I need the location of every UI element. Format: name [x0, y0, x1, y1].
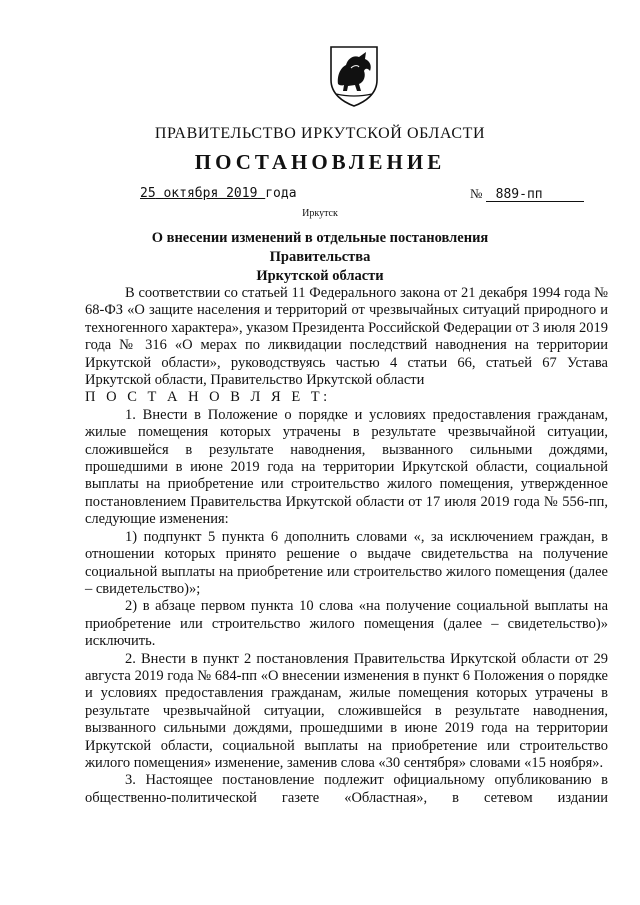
- preamble-paragraph: В соответствии со статьей 11 Федерального закона от 21 декабря 1994 года № 68-ФЗ «О защите населения и территорий от чрезвычайных ситуаций природного и техногенного характера», указом Президента Российской Федерации от 3 июля 2019 года № 316 «О мерах по ликвидации последствий наводнения на территории Иркутской области», руководствуясь частью 4 статьи 66, статьей 67 Устава Иркутской области, Правительство Иркутской области: [85, 285, 608, 389]
- paragraph-2: 2. Внести в пункт 2 постановления Правительства Иркутской области от 29 августа 2019 года № 684-пп «О внесении изменения в пункт 6 Положения о порядке и условиях предоставления гражданам, жилые помещения которых утрачены в результате чрезвычайной ситуации, сложившейся в результате наводнения, вызванного сильными дождями, прошедшими в июне 2019 года на территории Иркутской области, социальной выплаты на приобретение или строительство жилого помещения» изменение, заменив слова «30 сентября» словами «15 ноября».: [85, 650, 608, 771]
- decree-number: [470, 186, 584, 202]
- resolves-heading: П О С Т А Н О В Л Я Е Т:: [85, 389, 331, 406]
- decree-date: [140, 186, 297, 201]
- government-name: ПРАВИТЕЛЬСТВО ИРКУТСКОЙ ОБЛАСТИ: [154, 125, 486, 142]
- paragraph-1: 1. Внести в Положение о порядке и условиях предоставления гражданам, жилые помещения которых утрачены в результате чрезвычайной ситуации, сложившейся в результате наводнения, вызванного сильными дождями, прошедшими в июне 2019 года на территории Иркутской области, социальной выплаты на приобретение или строительство жилого помещения, утвержденное постановлением Правительства Иркутской области от 17 июля 2019 года № 556-пп, следующие изменения:: [85, 406, 608, 528]
- date-suffix: года: [265, 186, 297, 201]
- date-day: 25: [140, 186, 156, 201]
- number-label: №: [470, 186, 483, 201]
- decree-body: [85, 285, 608, 807]
- title-line: О внесении изменений в отдельные постановления Правительства: [151, 230, 489, 265]
- date-month: [156, 186, 266, 201]
- title-line: Иркутской области: [256, 268, 384, 284]
- document-type: ПОСТАНОВЛЕНИЕ: [194, 150, 446, 174]
- coat-of-arms-emblem: [328, 44, 380, 108]
- decree-title: [100, 229, 540, 286]
- paragraph-1-subitem-2: 2) в абзаце первом пункта 10 слова «на получение социальной выплаты на приобретение или строительство жилого помещения (далее – свидетельство)» исключить.: [85, 598, 608, 650]
- paragraph-1-subitem-1: 1) подпункт 5 пункта 6 дополнить словами «, за исключением граждан, в отношении которых принято решение о выдаче свидетельства на получение социальной выплаты на приобретение или строительство жилого помещения (далее – свидетельство)»;: [85, 528, 608, 597]
- city: Иркутск: [302, 208, 338, 219]
- number-value: 889-пп: [486, 188, 584, 202]
- date-month-text: октября 2019: [163, 186, 258, 201]
- paragraph-3: 3. Настоящее постановление подлежит официальному опубликованию в общественно-политической газете «Областная», в сетевом издании: [85, 772, 608, 806]
